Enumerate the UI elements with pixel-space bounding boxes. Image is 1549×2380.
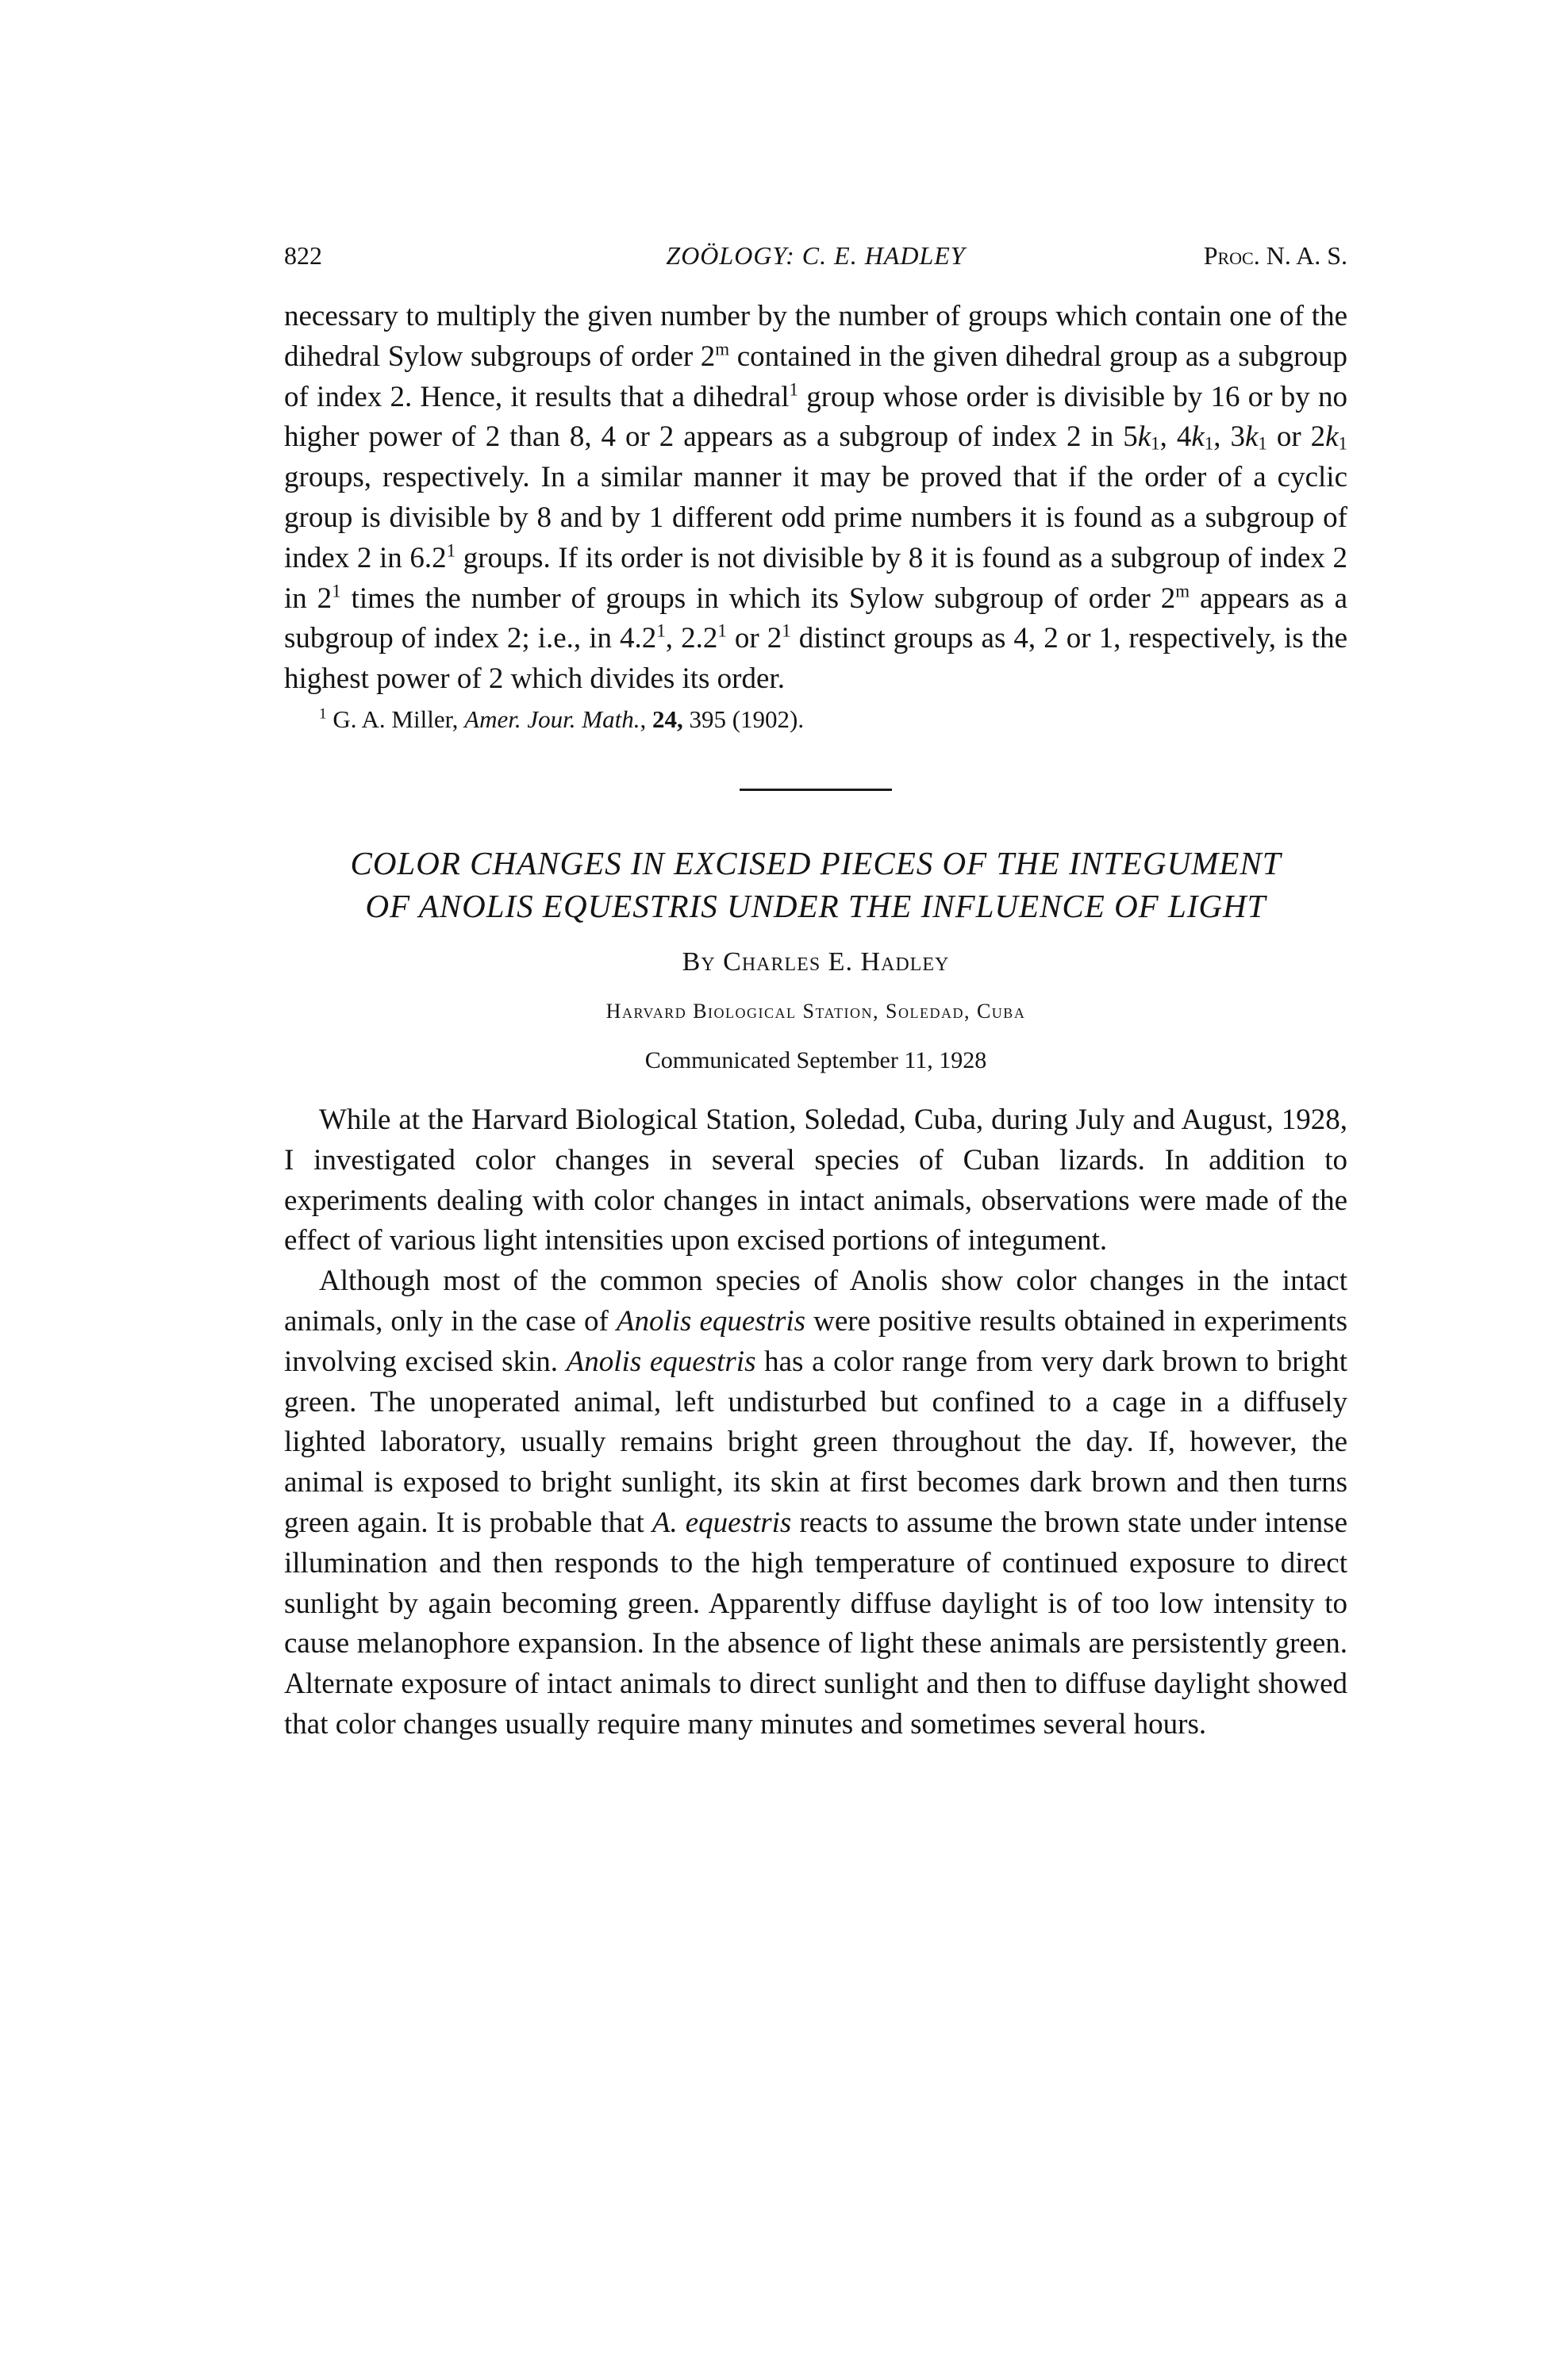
section-divider [740,789,892,791]
running-head [284,238,1347,273]
running-title: ZOÖLOGY: C. E. HADLEY [666,241,966,270]
author-byline: By Charles E. Hadley [682,946,950,977]
article-title: COLOR CHANGES IN EXCISED PIECES OF THE INTEGUMENT OF ANOLIS EQUESTRIS UNDER THE INFLUENCE OF LIGHT [350,844,1282,924]
footnote: $^1$ G. A. Miller, Amer. Jour. Math., 24, 395 (1902). [319,704,805,733]
body-paragraph-1: While at the Harvard Biological Station, Soledad, Cuba, during July and August, 1928, I investigated color changes in several species of Cuban lizards. In addition to experiments dealing with color changes in intact animals, observations were made of the effect of various light intensities upon excised portions of integument. [284,1103,1347,1257]
communicated-date: Communicated September 11, 1928 [644,1046,987,1073]
page-number: 822 [284,241,322,270]
continued-paragraph: necessary to multiply the given number by the number of groups which contain one of the dihedral Sylow subgroups of order 2$^m$ contained in the given dihedral group as a subgroup of index 2. Hence, it results that a dihedral$^1$ group whose order is divisible by 16 or by no higher power of 2 than 8, 4 or 2 appears as a subgroup of index 2 in $5k_1$, $4k_1$, $3k_1$ or $2k_1$ groups, respectively. In a similar manner it may be proved that if the order of a cyclic group is divisible by 8 and by 1 different odd prime numbers it is found as a subgroup of index 2 in $6.2^1$ groups. If its order is not divisible by 8 it is found as a subgroup of index 2 in $2^1$ times the number of groups in which its Sylow subgroup of order 2$^m$ appears as a subgroup of index 2; i.e., in $4.2^1$, $2.2^1$ or $2^1$ distinct groups as 4, 2 or 1, respectively, is the highest power of 2 which divides its order. [284,300,1348,696]
journal-abbreviation: Proc. N. A. S. [1203,241,1347,270]
page [284,238,1347,1745]
body-paragraph-2: Although most of the common species of Anolis show color changes in the intact animals, only in the case of Anolis equestris were positive results obtained in experiments involving excised skin. Anolis equestris has a color range from very dark brown to bright green. The unoperated animal, left undisturbed but confined to a cage in a diffusely lighted laboratory, usually remains bright green throughout the day. If, however, the animal is exposed to bright sunlight, its skin at first becomes dark brown and then turns green again. It is probable that A. equestris reacts to assume the brown state under intense illumination and then responds to the high temperature of continued exposure to direct sunlight by again becoming green. Apparently diffuse daylight is of too low intensity to cause melanophore expansion. In the absence of light these animals are persistently green. Alternate exposure of intact animals to direct sunlight and then to diffuse daylight showed that color changes usually require many minutes and sometimes several hours. [284,1265,1347,1741]
author-affiliation: Harvard Biological Station, Soledad, Cuba [605,999,1026,1023]
